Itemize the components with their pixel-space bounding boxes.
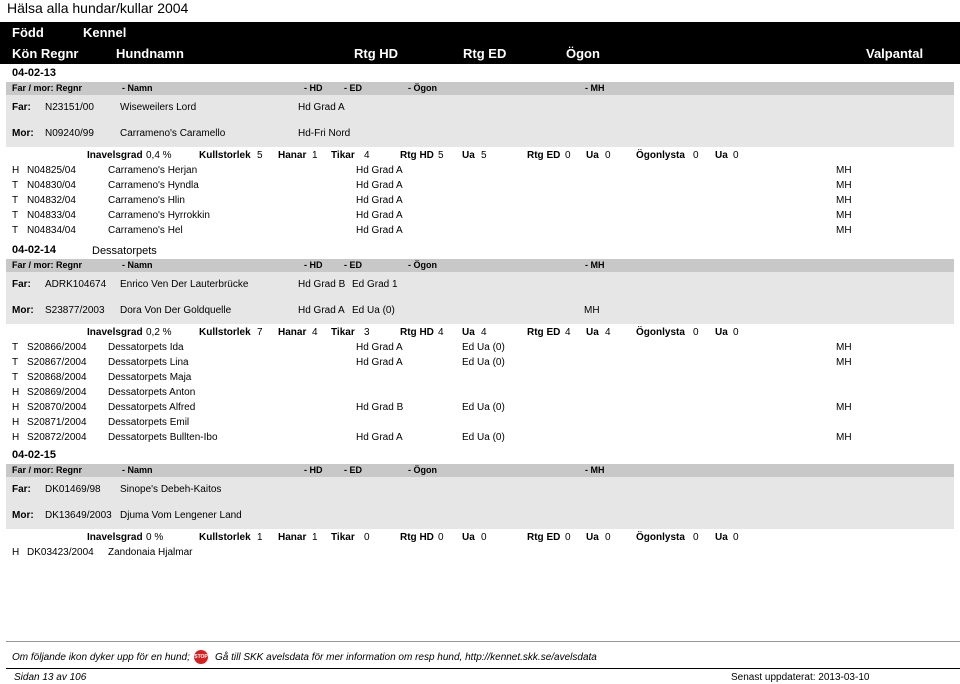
- ogonlysta-label: Ögonlysta: [636, 150, 685, 161]
- rtg-hd-value: 0: [438, 532, 444, 543]
- parent-row-far: [6, 95, 954, 121]
- puppy-ed: Ed Ua (0): [462, 342, 505, 353]
- puppy-row: [0, 355, 960, 370]
- sub-header-ogon: - Ögon: [408, 465, 437, 475]
- tikar-label: Tikar: [331, 327, 355, 338]
- puppy-name: Carrameno's Herjan: [108, 165, 198, 176]
- rtg-ed-label: Rtg ED: [527, 327, 561, 338]
- sub-header-mh: - MH: [585, 83, 605, 93]
- puppy-hd: Hd Grad A: [356, 225, 403, 236]
- puppy-regnr: S20867/2004: [27, 357, 87, 368]
- ua-ed-label: Ua: [586, 327, 599, 338]
- mor-label: Mor:: [12, 510, 34, 521]
- mor-hd: Hd Grad A: [298, 305, 345, 316]
- puppy-sex: T: [12, 357, 19, 368]
- puppy-hd: Hd Grad B: [356, 402, 404, 413]
- litter-date: 04-02-14: [12, 244, 57, 256]
- far-regnr: DK01469/98: [45, 484, 101, 495]
- puppy-name: Dessatorpets Emil: [108, 417, 190, 428]
- inavelsgrad-value: 0,2 %: [146, 327, 172, 338]
- puppy-regnr: S20870/2004: [27, 402, 87, 413]
- tikar-value: 3: [364, 327, 370, 338]
- mor-regnr: S23877/2003: [45, 305, 105, 316]
- puppy-regnr: S20871/2004: [27, 417, 87, 428]
- header-ogon: Ögon: [566, 46, 600, 61]
- header-hundnamn: Hundnamn: [116, 46, 184, 61]
- ua-ed-value: 0: [605, 532, 611, 543]
- ogonlysta-value: 0: [693, 327, 699, 338]
- sub-header-ed: - ED: [344, 83, 362, 93]
- puppy-hd: Hd Grad A: [356, 357, 403, 368]
- puppy-mh: MH: [836, 195, 852, 206]
- sub-header-namn: - Namn: [122, 83, 153, 93]
- puppy-sex: T: [12, 225, 19, 236]
- puppy-row: [0, 193, 960, 208]
- puppy-row: [0, 340, 960, 355]
- puppy-regnr: N04830/04: [27, 180, 76, 191]
- puppy-sex: H: [12, 547, 20, 558]
- mor-name: Dora Von Der Goldquelle: [120, 305, 232, 316]
- ua-ed-value: 4: [605, 327, 611, 338]
- sub-header-hd: - HD: [304, 83, 323, 93]
- puppy-sex: T: [12, 342, 19, 353]
- ua-ogon-label: Ua: [715, 327, 728, 338]
- puppy-mh: MH: [836, 165, 852, 176]
- column-header: [0, 22, 960, 64]
- puppy-hd: Hd Grad A: [356, 342, 403, 353]
- puppy-sex: T: [12, 180, 19, 191]
- ua-ogon-label: Ua: [715, 532, 728, 543]
- ua-hd-label: Ua: [462, 327, 475, 338]
- rtg-ed-value: 4: [565, 327, 571, 338]
- puppy-mh: MH: [836, 432, 852, 443]
- inavelsgrad-label: Inavelsgrad: [87, 150, 143, 161]
- far-hd: Hd Grad A: [298, 102, 345, 113]
- tikar-label: Tikar: [331, 150, 355, 161]
- puppy-mh: MH: [836, 210, 852, 221]
- puppy-sex: H: [12, 417, 20, 428]
- puppy-row: [0, 208, 960, 223]
- far-name: Wiseweilers Lord: [120, 102, 197, 113]
- puppy-ed: Ed Ua (0): [462, 357, 505, 368]
- rtg-ed-label: Rtg ED: [527, 150, 561, 161]
- sub-header-ogon: - Ögon: [408, 83, 437, 93]
- far-name: Enrico Ven Der Lauterbrücke: [120, 279, 249, 290]
- ogonlysta-label: Ögonlysta: [636, 327, 685, 338]
- hanar-label: Hanar: [278, 327, 307, 338]
- rtg-ed-label: Rtg ED: [527, 532, 561, 543]
- parent-row-mor: [6, 121, 954, 147]
- puppy-regnr: N04832/04: [27, 195, 76, 206]
- puppy-ed: Ed Ua (0): [462, 432, 505, 443]
- sub-header-namn: - Namn: [122, 465, 153, 475]
- ua-hd-label: Ua: [462, 150, 475, 161]
- puppy-regnr: N04833/04: [27, 210, 76, 221]
- puppy-mh: MH: [836, 342, 852, 353]
- puppy-sex: H: [12, 402, 20, 413]
- mor-label: Mor:: [12, 305, 34, 316]
- kullstorlek-value: 7: [257, 327, 263, 338]
- puppy-row: [0, 370, 960, 385]
- puppy-hd: Hd Grad A: [356, 165, 403, 176]
- tikar-label: Tikar: [331, 532, 355, 543]
- hanar-label: Hanar: [278, 532, 307, 543]
- ua-ed-value: 0: [605, 150, 611, 161]
- puppy-mh: MH: [836, 180, 852, 191]
- header-fodd: Född: [12, 25, 44, 40]
- puppy-name: Dessatorpets Alfred: [108, 402, 196, 413]
- header-rtg-hd: Rtg HD: [354, 46, 399, 61]
- far-ed: Ed Grad 1: [352, 279, 398, 290]
- puppy-regnr: S20869/2004: [27, 387, 87, 398]
- footer-icon-note: Om följande ikon dyker upp för en hund;: [12, 652, 190, 663]
- ua-ogon-value: 0: [733, 532, 739, 543]
- puppy-name: Carrameno's Hyrrokkin: [108, 210, 210, 221]
- kullstorlek-label: Kullstorlek: [199, 532, 251, 543]
- litter-date: 04-02-15: [12, 449, 57, 461]
- header-kon-regnr: Kön Regnr: [12, 46, 79, 61]
- puppy-name: Dessatorpets Lina: [108, 357, 189, 368]
- puppy-row: [0, 385, 960, 400]
- puppy-mh: MH: [836, 225, 852, 236]
- rtg-ed-value: 0: [565, 532, 571, 543]
- sub-header-far-mor: Far / mor: Regnr: [12, 260, 83, 270]
- mor-ed: Ed Ua (0): [352, 305, 395, 316]
- sub-header-hd: - HD: [304, 260, 323, 270]
- header-valpantal: Valpantal: [866, 46, 924, 61]
- ua-ed-label: Ua: [586, 532, 599, 543]
- inavelsgrad-label: Inavelsgrad: [87, 532, 143, 543]
- sub-header-far-mor: Far / mor: Regnr: [12, 465, 83, 475]
- puppy-regnr: S20866/2004: [27, 342, 87, 353]
- ua-ed-label: Ua: [586, 150, 599, 161]
- puppy-name: Carrameno's Hyndla: [108, 180, 199, 191]
- footer-divider: [6, 641, 960, 642]
- ua-hd-value: 4: [481, 327, 487, 338]
- mor-mh: MH: [584, 305, 600, 316]
- kullstorlek-label: Kullstorlek: [199, 327, 251, 338]
- litter-sub-header: [6, 259, 954, 272]
- puppy-name: Dessatorpets Bullten-Ibo: [108, 432, 218, 443]
- puppy-sex: H: [12, 432, 20, 443]
- puppy-name: Dessatorpets Anton: [108, 387, 196, 398]
- sub-header-mh: - MH: [585, 465, 605, 475]
- far-hd: Hd Grad B: [298, 279, 346, 290]
- puppy-regnr: N04825/04: [27, 165, 76, 176]
- litter-date: 04-02-13: [12, 67, 57, 79]
- puppy-sex: T: [12, 210, 19, 221]
- sub-header-ed: - ED: [344, 260, 362, 270]
- stop-icon: STOP: [194, 650, 208, 664]
- litter-kennel: Dessatorpets: [92, 245, 157, 257]
- puppy-name: Zandonaia Hjalmar: [108, 547, 193, 558]
- mor-name: Carrameno's Caramello: [120, 128, 226, 139]
- ua-ogon-label: Ua: [715, 150, 728, 161]
- puppy-hd: Hd Grad A: [356, 180, 403, 191]
- parent-row-far: [6, 272, 954, 298]
- puppy-row: [0, 223, 960, 238]
- parent-row-far: [6, 477, 954, 503]
- sub-header-ogon: - Ögon: [408, 260, 437, 270]
- kullstorlek-value: 5: [257, 150, 263, 161]
- hanar-label: Hanar: [278, 150, 307, 161]
- last-updated: Senast uppdaterat: 2013-03-10: [731, 672, 870, 683]
- mor-regnr: DK13649/2003: [45, 510, 112, 521]
- footer-link-note[interactable]: Gå till SKK avelsdata för mer information om resp hund, http://kennet.skk.se/avelsdata: [215, 652, 597, 663]
- puppy-hd: Hd Grad A: [356, 195, 403, 206]
- puppy-sex: H: [12, 165, 20, 176]
- sub-header-hd: - HD: [304, 465, 323, 475]
- puppy-row: [0, 163, 960, 178]
- puppy-ed: Ed Ua (0): [462, 402, 505, 413]
- inavelsgrad-value: 0,4 %: [146, 150, 172, 161]
- rtg-hd-value: 4: [438, 327, 444, 338]
- kullstorlek-label: Kullstorlek: [199, 150, 251, 161]
- puppy-name: Dessatorpets Maja: [108, 372, 192, 383]
- mor-label: Mor:: [12, 128, 34, 139]
- page-title: Hälsa alla hundar/kullar 2004: [7, 0, 189, 16]
- puppy-mh: MH: [836, 402, 852, 413]
- puppy-name: Dessatorpets Ida: [108, 342, 184, 353]
- puppy-hd: Hd Grad A: [356, 210, 403, 221]
- far-regnr: ADRK104674: [45, 279, 107, 290]
- puppy-sex: T: [12, 372, 19, 383]
- far-name: Sinope's Debeh-Kaitos: [120, 484, 222, 495]
- puppy-hd: Hd Grad A: [356, 432, 403, 443]
- puppy-sex: H: [12, 387, 20, 398]
- far-label: Far:: [12, 484, 31, 495]
- litter-sub-header: [6, 464, 954, 477]
- mor-name: Djuma Vom Lengener Land: [120, 510, 242, 521]
- litter-sub-header: [6, 82, 954, 95]
- mor-hd: Hd-Fri Nord: [298, 128, 351, 139]
- ua-hd-value: 5: [481, 150, 487, 161]
- puppy-name: Carrameno's Hel: [108, 225, 183, 236]
- puppy-sex: T: [12, 195, 19, 206]
- far-label: Far:: [12, 279, 31, 290]
- inavelsgrad-label: Inavelsgrad: [87, 327, 143, 338]
- kullstorlek-value: 1: [257, 532, 263, 543]
- puppy-row: [0, 545, 960, 560]
- parent-row-mor: [6, 298, 954, 324]
- rtg-hd-value: 5: [438, 150, 444, 161]
- puppy-regnr: DK03423/2004: [27, 547, 94, 558]
- inavelsgrad-value: 0 %: [146, 532, 164, 543]
- far-regnr: N23151/00: [45, 102, 94, 113]
- puppy-regnr: S20868/2004: [27, 372, 87, 383]
- tikar-value: 4: [364, 150, 370, 161]
- puppy-regnr: S20872/2004: [27, 432, 87, 443]
- sub-header-mh: - MH: [585, 260, 605, 270]
- puppy-row: [0, 430, 960, 445]
- sub-header-far-mor: Far / mor: Regnr: [12, 83, 83, 93]
- puppy-regnr: N04834/04: [27, 225, 76, 236]
- page-number: Sidan 13 av 106: [14, 672, 87, 683]
- hanar-value: 1: [312, 532, 318, 543]
- puppy-row: [0, 400, 960, 415]
- rtg-hd-label: Rtg HD: [400, 532, 434, 543]
- rtg-hd-label: Rtg HD: [400, 327, 434, 338]
- sub-header-namn: - Namn: [122, 260, 153, 270]
- header-kennel: Kennel: [83, 25, 127, 40]
- puppy-row: [0, 415, 960, 430]
- puppy-mh: MH: [836, 357, 852, 368]
- ua-hd-label: Ua: [462, 532, 475, 543]
- far-label: Far:: [12, 102, 31, 113]
- rtg-hd-label: Rtg HD: [400, 150, 434, 161]
- puppy-row: [0, 178, 960, 193]
- ogonlysta-value: 0: [693, 150, 699, 161]
- hanar-value: 1: [312, 150, 318, 161]
- ua-hd-value: 0: [481, 532, 487, 543]
- ua-ogon-value: 0: [733, 327, 739, 338]
- header-rtg-ed: Rtg ED: [463, 46, 507, 61]
- sub-header-ed: - ED: [344, 465, 362, 475]
- rtg-ed-value: 0: [565, 150, 571, 161]
- mor-regnr: N09240/99: [45, 128, 94, 139]
- ua-ogon-value: 0: [733, 150, 739, 161]
- parent-row-mor: [6, 503, 954, 529]
- hanar-value: 4: [312, 327, 318, 338]
- puppy-name: Carrameno's Hlin: [108, 195, 185, 206]
- tikar-value: 0: [364, 532, 370, 543]
- ogonlysta-label: Ögonlysta: [636, 532, 685, 543]
- footer-bottom-divider: [6, 668, 960, 669]
- ogonlysta-value: 0: [693, 532, 699, 543]
